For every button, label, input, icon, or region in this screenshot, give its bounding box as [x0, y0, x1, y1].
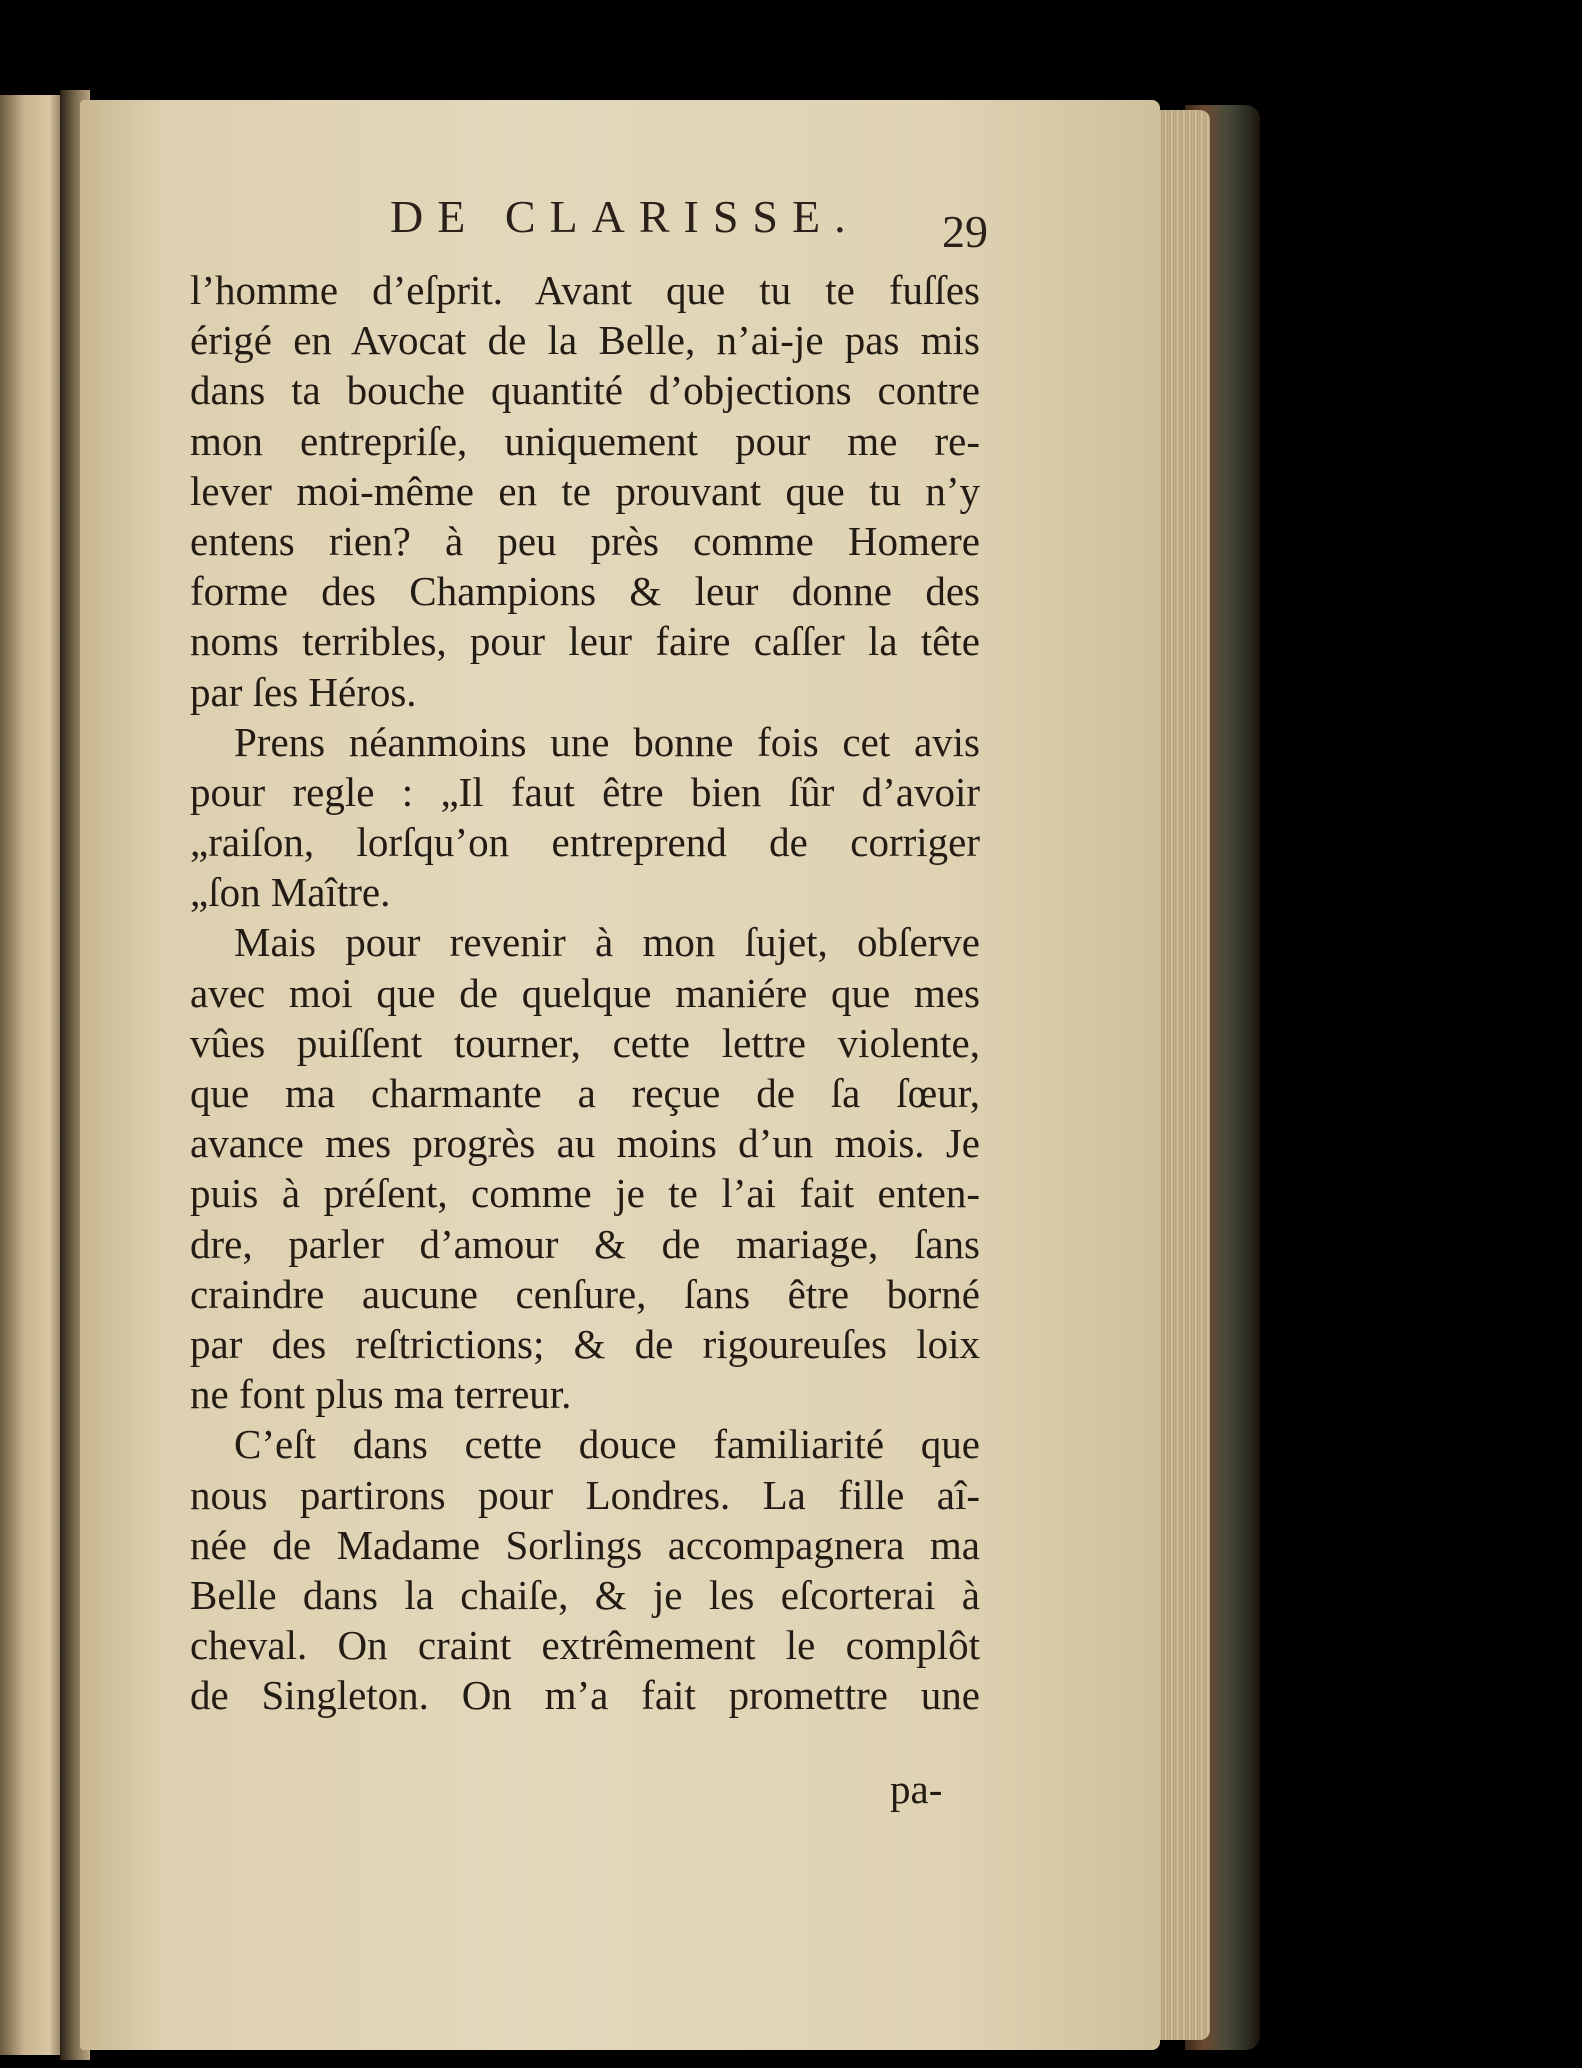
- text-line: vûes puiſſent tourner, cette lettre violente,: [190, 1019, 980, 1066]
- text-line: craindre aucune cenſure, ſans être borné: [190, 1270, 980, 1317]
- text-line: par ſes Héros.: [190, 668, 417, 715]
- text-line: Mais pour revenir à mon ſujet, obſerve: [234, 919, 980, 966]
- text-line: érigé en Avocat de la Belle, n’ai-je pas mis: [190, 317, 980, 364]
- text-line: de Singleton. On m’a fait promettre une: [190, 1672, 980, 1719]
- text-line: C’eſt dans cette douce familiarité que: [234, 1421, 980, 1468]
- text-line: que ma charmante a reçue de ſa ſœur,: [190, 1070, 980, 1116]
- text-line: nous partirons pour Londres. La fille aî-: [190, 1471, 980, 1518]
- text-line: „raiſon, lorſqu’on entreprend de corriger: [190, 819, 980, 866]
- text-line: par des reſtrictions; & de rigoureuſes loix: [190, 1320, 980, 1367]
- text-line: lever moi-même en te prouvant que tu n’y: [190, 467, 980, 514]
- text-line: „ſon Maître.: [190, 869, 391, 916]
- text-line: Prens néanmoins une bonne fois cet avis: [234, 718, 980, 765]
- text-line: ne font plus ma terreur.: [190, 1371, 572, 1418]
- catchword: pa-: [890, 1766, 943, 1812]
- text-line: avec moi que de quelque maniére que mes: [190, 969, 980, 1016]
- text-line: forme des Champions & leur donne des: [190, 568, 980, 615]
- text-line: avance mes progrès au moins d’un mois. Je: [190, 1120, 980, 1167]
- text-line: pour regle : „Il faut être bien ſûr d’avoir: [190, 768, 980, 815]
- running-head: DE CLARISSE.: [390, 191, 860, 242]
- text-line: dre, parler d’amour & de mariage, ſans: [190, 1220, 980, 1267]
- text-line: mon entrepriſe, uniquement pour me re-: [190, 417, 980, 464]
- text-line: cheval. On craint extrêmement le complôt: [190, 1622, 980, 1669]
- body-text: [190, 265, 980, 1720]
- text-line: puis à préſent, comme je te l’ai fait enten-: [190, 1170, 980, 1217]
- text-line: dans ta bouche quantité d’objections contre: [190, 367, 980, 414]
- text-line: l’homme d’eſprit. Avant que tu te fuſſes: [190, 267, 980, 313]
- text-line: noms terribles, pour leur faire caſſer la tête: [190, 618, 980, 665]
- text-line: née de Madame Sorlings accompagnera ma: [190, 1521, 980, 1568]
- page-number: 29: [942, 206, 988, 257]
- text-line: Belle dans la chaiſe, & je les eſcorterai à: [190, 1571, 980, 1618]
- text-line: entens rien? à peu près comme Homere: [190, 517, 980, 564]
